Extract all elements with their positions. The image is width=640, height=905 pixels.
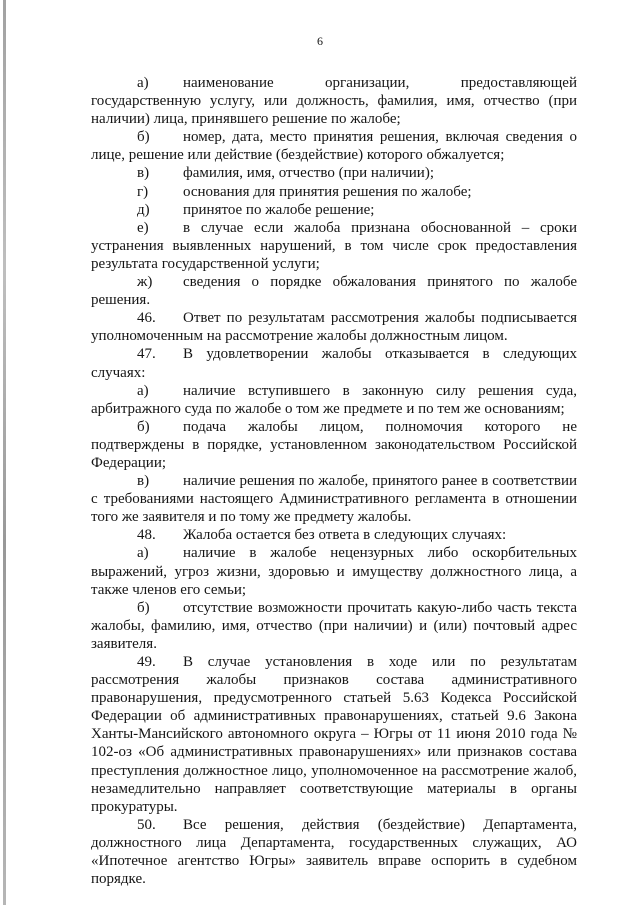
clause-text: Все решения, действия (бездействие) Департамента, должностного лица Департамента, государственных служащих, АО «Ипотечное агентство Югры» заявитель вправе оспорить в судебном порядке. bbox=[91, 816, 577, 888]
item-text: сведения о порядке обжалования принятого по жалобе решения. bbox=[91, 274, 577, 309]
clause-text: Ответ по результатам рассмотрения жалобы подписывается уполномоченным на рассмотрение жалобы должностным лицом. bbox=[91, 310, 577, 345]
item-label: в) bbox=[137, 473, 150, 490]
item-a-paragraph bbox=[91, 544, 577, 598]
page-number: 6 bbox=[317, 34, 323, 48]
item-text: номер, дата, место принятия решения, включая сведения о лице, решение или действие (бездействие) которого обжалуется; bbox=[91, 129, 577, 164]
clause-text: В удовлетворении жалобы отказывается в следующих случаях: bbox=[91, 346, 577, 381]
clause-number: 48. bbox=[137, 527, 156, 544]
item-text: наличие решения по жалобе, принятого ранее в соответствии с требованиями настоящего Административного регламента в отношении того же заявителя и по тому же предмету жалобы. bbox=[91, 473, 577, 526]
item-text: фамилия, имя, отчество (при наличии); bbox=[183, 165, 434, 182]
scan-binding-edge bbox=[3, 0, 6, 905]
item-v-paragraph bbox=[91, 472, 577, 526]
clause-number: 47. bbox=[137, 346, 156, 363]
item-b-paragraph bbox=[91, 599, 577, 653]
document-body bbox=[91, 74, 577, 888]
clause-49-paragraph bbox=[91, 653, 577, 816]
item-label: б) bbox=[137, 599, 150, 616]
item-b-paragraph bbox=[91, 128, 577, 164]
item-text: наличие вступившего в законную силу решения суда, арбитражного суда по жалобе о том же предмете и по тем же основаниям; bbox=[91, 382, 577, 417]
item-label: д) bbox=[137, 201, 150, 218]
item-a-paragraph bbox=[91, 382, 577, 418]
item-text: в случае если жалоба признана обоснованной – сроки устранения выявленных нарушений, в том числе срок предоставления результата государственной услуги; bbox=[91, 219, 577, 272]
clause-48-paragraph bbox=[91, 526, 577, 544]
item-text: подача жалобы лицом, полномочия которого не подтверждены в порядке, установленном законодательством Российской Федерации; bbox=[91, 418, 577, 471]
clause-number: 50. bbox=[137, 816, 156, 833]
item-text: наименование организации, предоставляющей государственную услугу, или должность, фамилия, имя, отчество (при наличии) лица, принявшего решение по жалобе; bbox=[91, 75, 577, 128]
item-label: а) bbox=[137, 545, 149, 562]
clause-text: Жалоба остается без ответа в следующих случаях: bbox=[183, 527, 507, 544]
clause-46-paragraph bbox=[91, 309, 577, 345]
clause-text: В случае установления в ходе или по результатам рассмотрения жалобы признаков состава административного правонарушения, предусмотренного статьей 5.63 Кодекса Российской Федерации об административных правонарушениях, статьей 9.6 Закона Ханты-Мансийского автономного округа – Югры от 11 июня 2010 года № 102-оз «Об административных правонарушениях» или признаков состава преступления должностное лицо, уполномоченное на рассмотрение жалоб, незамедлительно направляет соответствующие материалы в органы прокуратуры. bbox=[91, 654, 577, 815]
item-label: б) bbox=[137, 129, 150, 146]
item-e-paragraph bbox=[91, 219, 577, 273]
item-v-paragraph bbox=[91, 164, 577, 182]
item-label: б) bbox=[137, 418, 150, 435]
item-label: г) bbox=[137, 183, 149, 200]
item-label: а) bbox=[137, 382, 149, 399]
item-d-paragraph bbox=[91, 201, 577, 219]
item-text: наличие в жалобе нецензурных либо оскорбительных выражений, угроз жизни, здоровью и имуществу должностного лица, а также членов его семьи; bbox=[91, 545, 577, 598]
item-a-paragraph bbox=[91, 74, 577, 128]
item-b-paragraph bbox=[91, 418, 577, 472]
item-g-paragraph bbox=[91, 183, 577, 201]
item-text: принятое по жалобе решение; bbox=[183, 201, 375, 218]
item-label: в) bbox=[137, 165, 150, 182]
item-label: а) bbox=[137, 75, 149, 91]
clause-50-paragraph bbox=[91, 816, 577, 888]
clause-number: 46. bbox=[137, 310, 156, 327]
item-text: отсутствие возможности прочитать какую-либо часть текста жалобы, фамилию, имя, отчество (при наличии) и (или) почтовый адрес заявителя. bbox=[91, 599, 577, 652]
clause-47-paragraph bbox=[91, 345, 577, 381]
item-label: е) bbox=[137, 219, 149, 236]
item-zh-paragraph bbox=[91, 273, 577, 309]
clause-number: 49. bbox=[137, 654, 156, 670]
item-text: основания для принятия решения по жалобе; bbox=[183, 183, 472, 200]
item-label: ж) bbox=[137, 274, 153, 291]
